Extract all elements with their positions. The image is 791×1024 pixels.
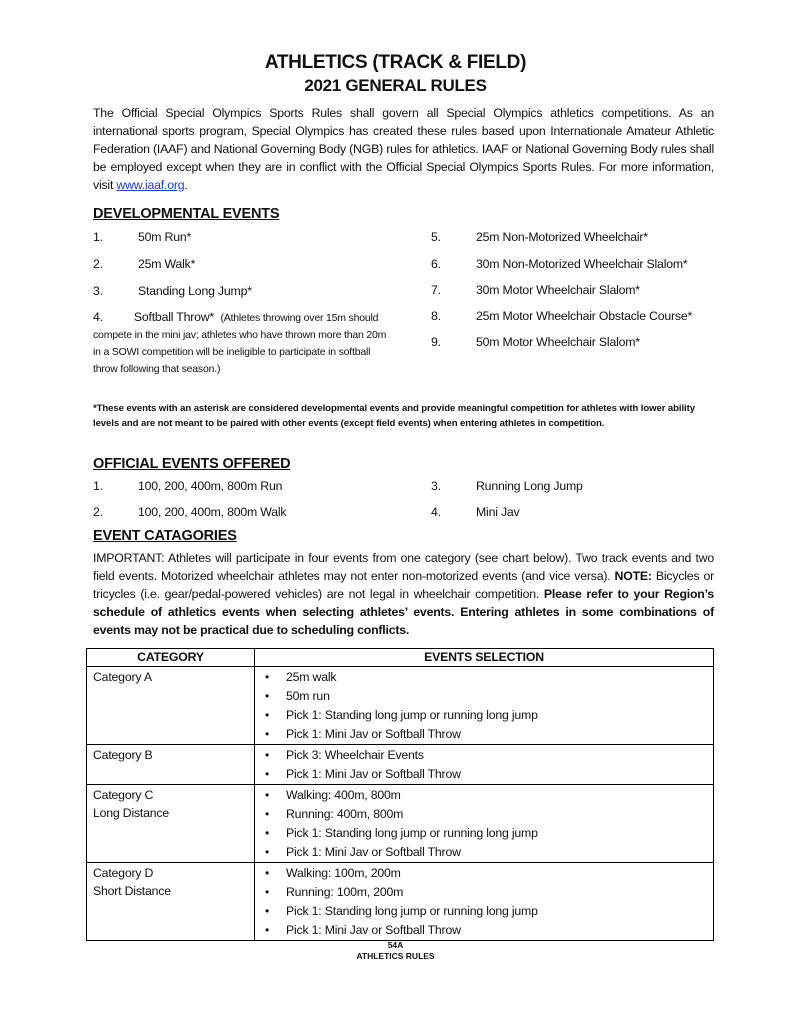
official-event-label: 100, 200, 400m, 800m Walk <box>138 505 287 519</box>
table-row <box>87 785 714 863</box>
intro-paragraph <box>93 104 714 194</box>
dev-event-number: 9. <box>431 335 441 349</box>
column-header-events: EVENTS SELECTION <box>255 649 714 667</box>
event-categories-heading: EVENT CATAGORIES <box>93 528 237 544</box>
dev-event-label: 25m Non-Motorized Wheelchair* <box>476 230 648 244</box>
table-row <box>87 745 714 785</box>
iaaf-link[interactable]: www.iaaf.org <box>116 178 185 192</box>
table-row <box>87 667 714 745</box>
dev-event-number: 8. <box>431 309 441 323</box>
dev-event-label: 50m Run* <box>138 230 192 244</box>
dev-event-label: 30m Non-Motorized Wheelchair Slalom* <box>476 257 688 271</box>
page-subtitle: 2021 GENERAL RULES <box>304 76 487 95</box>
page-title: ATHLETICS (TRACK & FIELD) <box>264 52 527 73</box>
category-name: Category D <box>93 866 154 880</box>
intro-text: The Official Special Olympics Sports Rules shall govern all Special Olympics athletics competitions. As an international sports program, Special Olympics has created these rules based upon Internationale Amateur Athletic Federation (IAAF) and National Governing Body (NGB) rules for athletics. IAAF or National Governing Body rules shall be employed except when they are in conflict with the Official Special Olympics Sports Rules. For more information, visit <box>93 106 714 192</box>
events-list <box>255 668 713 744</box>
dev-event-number: 5. <box>431 230 441 244</box>
official-event-label: 100, 200, 400m, 800m Run <box>138 479 283 493</box>
category-name: Category C <box>93 788 154 802</box>
categories-text-2: Bicycles or tricycles (i.e. gear/pedal-powered vehicles) are not legal in wheelchair competition. <box>93 569 715 601</box>
events-cell <box>255 667 714 745</box>
category-cell <box>87 785 255 863</box>
list-item: • Pick 1: Standing long jump or running long jump <box>255 824 713 843</box>
intro-tail: . <box>184 178 188 192</box>
list-item: • Pick 1: Mini Jav or Softball Throw <box>255 843 713 862</box>
official-events-heading: OFFICIAL EVENTS OFFERED <box>93 456 291 472</box>
developmental-note: *These events with an asterisk are considered developmental events and provide meaningful competition for athletes with lower ability levels and are not meant to be paired with other events (except field events) when entering athletes in competition. <box>93 403 695 429</box>
column-header-category: CATEGORY <box>87 649 255 667</box>
dev-event-label: 25m Walk* <box>138 257 196 271</box>
dev-event-label: Standing Long Jump* <box>138 284 252 298</box>
softball-note: (Athletes throwing over 15m should compete in the mini jav; athletes who have thrown more than 20m in a SOWI competition will be ineligible to participate in softball throw following that season.) <box>93 312 387 375</box>
dev-event-number: 1. <box>93 230 103 244</box>
events-list <box>255 786 713 862</box>
official-event-label: Mini Jav <box>476 505 520 519</box>
list-item: • Pick 3: Wheelchair Events <box>255 746 713 765</box>
events-list <box>255 864 713 940</box>
events-cell <box>255 863 714 941</box>
list-item: • Walking: 100m, 200m <box>255 864 713 883</box>
category-cell <box>87 863 255 941</box>
events-list <box>255 746 713 784</box>
list-item: • Running: 100m, 200m <box>255 883 713 902</box>
category-cell <box>87 667 255 745</box>
dev-event-number: 7. <box>431 283 441 297</box>
list-item: • Walking: 400m, 800m <box>255 786 713 805</box>
dev-event-label: Softball Throw* <box>133 310 215 324</box>
category-name: Category B <box>93 748 153 762</box>
category-subname: Long Distance <box>93 806 170 820</box>
dev-event-label: 50m Motor Wheelchair Slalom* <box>476 335 640 349</box>
official-event-number: 1. <box>93 479 103 493</box>
dev-event-4-softball <box>93 309 393 377</box>
dev-event-number: 4. <box>93 310 103 324</box>
dev-event-label: 25m Motor Wheelchair Obstacle Course* <box>476 309 693 323</box>
dev-event-number: 2. <box>93 257 103 271</box>
category-cell <box>87 745 255 785</box>
table-row <box>87 863 714 941</box>
official-event-number: 4. <box>431 505 441 519</box>
list-item: • Pick 1: Mini Jav or Softball Throw <box>255 725 713 744</box>
list-item: • Running: 400m, 800m <box>255 805 713 824</box>
dev-event-label: 30m Motor Wheelchair Slalom* <box>476 283 640 297</box>
dev-event-number: 3. <box>93 284 103 298</box>
category-table <box>86 648 714 941</box>
official-event-label: Running Long Jump <box>476 479 583 493</box>
list-item: • Pick 1: Standing long jump or running long jump <box>255 902 713 921</box>
dev-event-number: 6. <box>431 257 441 271</box>
list-item: • Pick 1: Standing long jump or running long jump <box>255 706 713 725</box>
list-item: • 25m walk <box>255 668 713 687</box>
footer-label: ATHLETICS RULES <box>356 951 435 961</box>
note-label: NOTE: <box>614 569 652 583</box>
list-item: • Pick 1: Mini Jav or Softball Throw <box>255 921 713 940</box>
category-subname: Short Distance <box>93 884 171 898</box>
list-item: • Pick 1: Mini Jav or Softball Throw <box>255 765 713 784</box>
events-cell <box>255 745 714 785</box>
list-item: • 50m run <box>255 687 713 706</box>
official-event-number: 2. <box>93 505 103 519</box>
categories-bold-text: Please refer to your Region’s schedule of athletics events when selecting athletes’ events. Entering athletes in some combinations of events may not be practical due to scheduling conflicts. <box>93 587 714 637</box>
categories-text-1: IMPORTANT: Athletes will participate in four events from one category (see chart below). Two track events and two field events. Motorized wheelchair athletes may not enter non-motorized events (and vice versa). <box>93 551 714 583</box>
category-name: Category A <box>93 670 152 684</box>
developmental-events-heading: DEVELOPMENTAL EVENTS <box>93 206 280 222</box>
page-number: 54A <box>387 940 404 950</box>
categories-paragraph <box>93 549 714 639</box>
official-event-number: 3. <box>431 479 441 493</box>
events-cell <box>255 785 714 863</box>
table-header-row <box>87 649 714 667</box>
